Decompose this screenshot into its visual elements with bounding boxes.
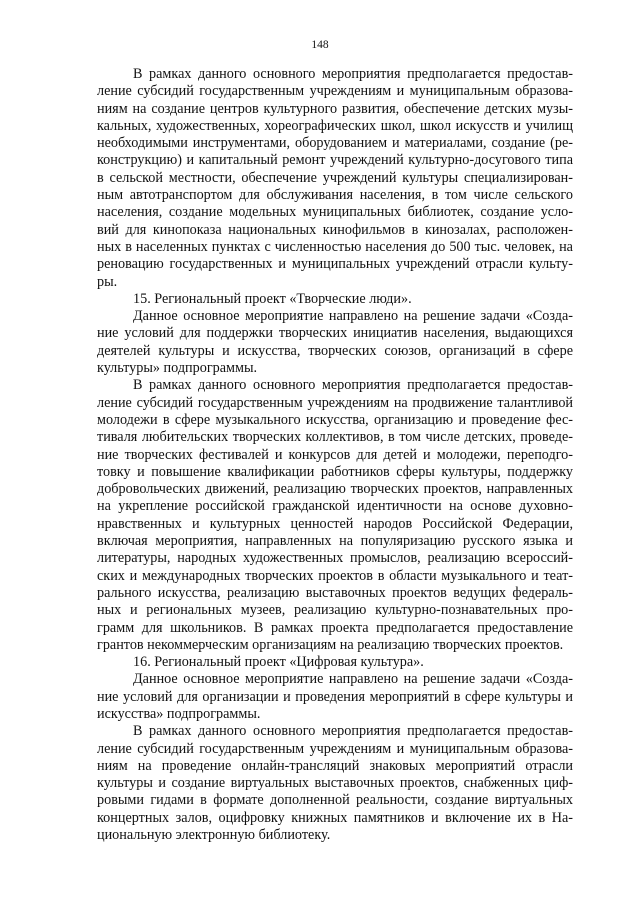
text-line: ние условий для организации и проведения мероприятий в сфере культуры и	[97, 688, 573, 705]
text-line: ных в населенных пунктах с численностью населения до 500 тыс. человек, на	[97, 238, 573, 255]
text-line: ных и региональных музеев, реализацию культурно-познавательных про-	[97, 602, 573, 619]
text-line: грамм для школьников. В рамках проекта предполагается предоставление	[97, 619, 573, 636]
text-line: литературы, народных художественных промыслов, реализацию всероссий-	[97, 550, 573, 567]
text-line: ниям на проведение онлайн-трансляций знаковых мероприятий отрасли	[97, 757, 573, 774]
paragraph	[97, 671, 573, 723]
text-line: ние творческих фестивалей и конкурсов для детей и молодежи, переподго-	[97, 446, 573, 463]
text-line: ление субсидий государственным учреждениям на продвижение талантливой	[97, 394, 573, 411]
text-line: культуры и создание виртуальных выставочных проектов, снабженных циф-	[97, 775, 573, 792]
text-line: тиваля любительских творческих коллективов, в том числе детских, проведе-	[97, 429, 573, 446]
text-line: В рамках данного основного мероприятия предполагается предостав-	[133, 377, 573, 394]
text-line: грантов некоммерческим организациям на реализацию творческих проектов.	[97, 636, 564, 653]
text-line: товку и повышение квалификации работников сферы культуры, поддержку	[97, 463, 573, 480]
text-line: кальных, художественных, хореографических школ, школ искусств и училищ	[97, 117, 573, 134]
text-line: на укрепление российской гражданской идентичности на основе духовно-	[97, 498, 573, 515]
text-line: Данное основное мероприятие направлено на решение задачи «Созда-	[133, 671, 573, 688]
page-number: 148	[311, 39, 329, 51]
text-line: ских и международных творческих проектов в области музыкального и теат-	[97, 567, 573, 584]
paragraph	[97, 66, 573, 291]
text-line: необходимыми инструментами, оборудованием и материалами, создание (ре-	[97, 135, 573, 152]
text-line: ниям на создание центров культурного развития, обеспечение детских музы-	[97, 100, 573, 117]
text-line: ры.	[97, 273, 118, 290]
text-line: ление субсидий государственным учреждениям и муниципальным образова-	[97, 740, 573, 757]
text-line: ровыми гидами в формате дополненной реальности, создание виртуальных	[97, 792, 573, 809]
text-line: добровольческих движений, реализацию творческих проектов, направленных	[97, 481, 573, 498]
text-line: ным автотранспортом для обслуживания населения, в том числе сельского	[97, 187, 573, 204]
text-line: 16. Региональный проект «Цифровая культура».	[133, 654, 424, 671]
paragraph	[97, 291, 573, 308]
text-line: деятелей культуры и искусства, творческих союзов, организаций в сфере	[97, 342, 573, 359]
text-line: населения, создание модельных муниципальных библиотек, создание усло-	[97, 204, 573, 221]
text-line: культуры» подпрограммы.	[97, 360, 258, 377]
text-line: В рамках данного основного мероприятия предполагается предостав-	[133, 723, 573, 740]
text-line: концертных залов, оцифровку книжных памятников и включение их в На-	[97, 809, 573, 826]
text-line: ление субсидий государственным учреждениям и муниципальным образова-	[97, 83, 573, 100]
text-line: нравственных и культурных ценностей народов Российской Федерации,	[97, 515, 573, 532]
text-line: молодежи в сфере музыкального искусства, организацию и проведение фес-	[97, 411, 573, 428]
text-line: В рамках данного основного мероприятия предполагается предостав-	[133, 66, 573, 82]
body-text	[97, 66, 573, 844]
paragraph	[97, 723, 573, 844]
text-line: циональную электронную библиотеку.	[97, 827, 331, 844]
text-line: искусства» подпрограммы.	[97, 705, 261, 722]
text-line: ние условий для поддержки творческих инициатив населения, выдающихся	[97, 325, 573, 342]
text-line: конструкцию) и капитальный ремонт учреждений культурно-досугового типа	[97, 152, 573, 169]
text-line: вий для кинопоказа национальных кинофильмов в кинозалах, расположен-	[97, 221, 573, 238]
text-line: реновацию государственных и муниципальных учреждений отрасли культу-	[97, 256, 573, 273]
paragraph	[97, 308, 573, 377]
text-line: 15. Региональный проект «Творческие люди».	[133, 290, 412, 307]
paragraph	[97, 654, 573, 671]
paragraph	[97, 377, 573, 654]
text-line: рального искусства, реализацию выставочных проектов ведущих федераль-	[97, 584, 573, 601]
text-line: в сельской местности, обеспечение учреждений культуры специализирован-	[97, 169, 573, 186]
text-line: включая мероприятия, направленных на популяризацию русского языка и	[97, 533, 573, 550]
text-line: Данное основное мероприятие направлено на решение задачи «Созда-	[133, 308, 573, 325]
